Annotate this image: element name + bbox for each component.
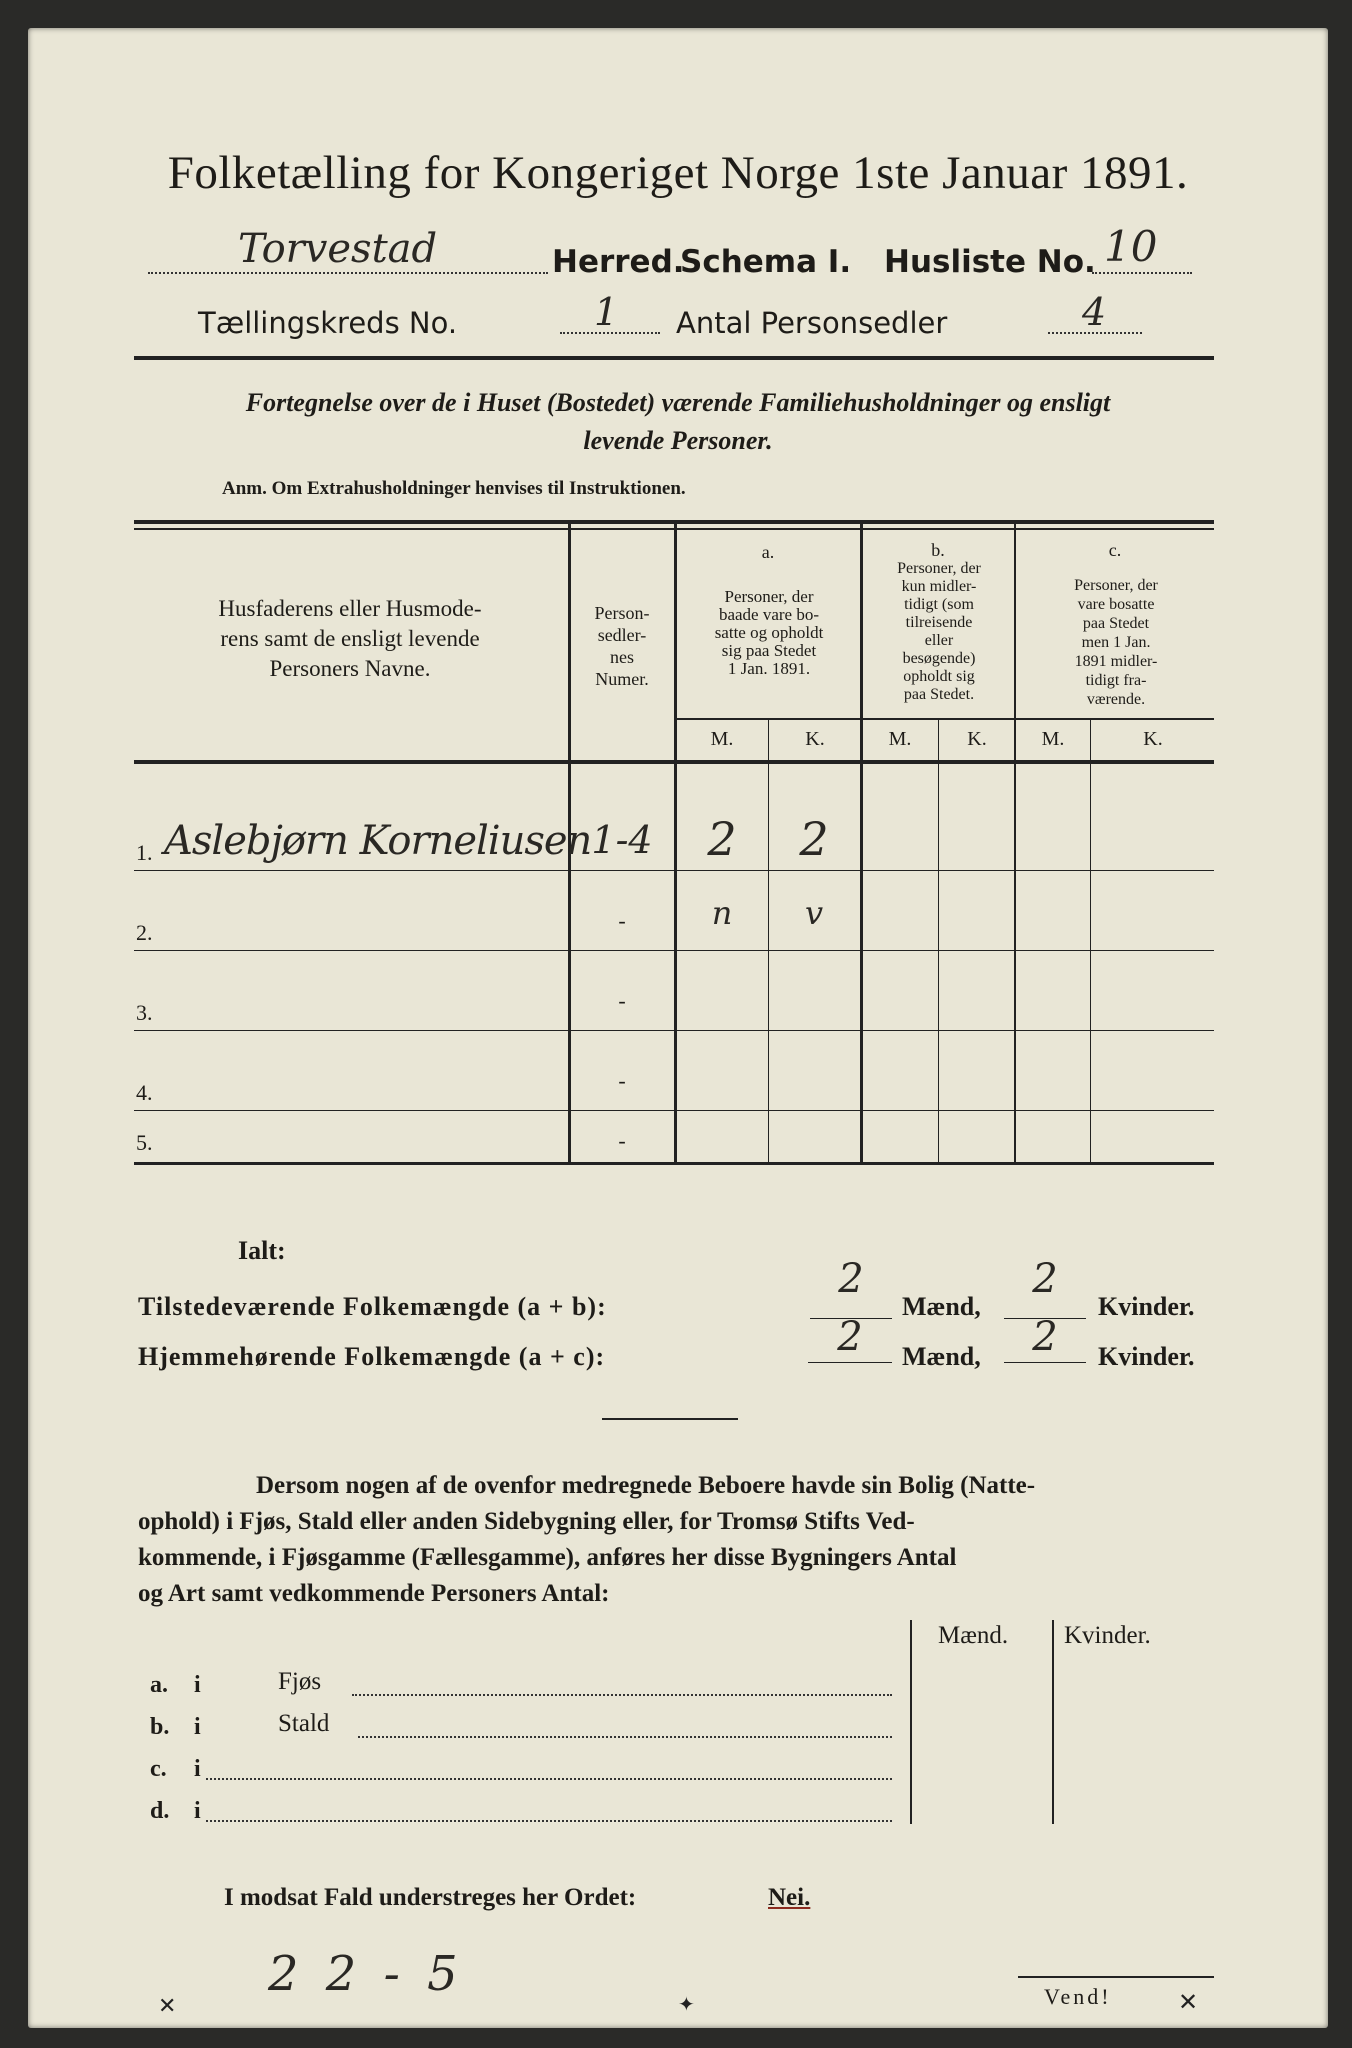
row-4-num: 4. <box>136 1080 153 1105</box>
col-sep-b <box>1014 524 1016 1164</box>
modsat-text: I modsat Fald understreges her Ordet: <box>224 1884 637 1911</box>
corner-mark-left-icon: ✕ <box>158 1994 177 2019</box>
tilstede-label: Tilstedeværende Folkemængde (a + b): <box>138 1292 607 1321</box>
building-row-b-i: i <box>194 1714 201 1740</box>
col-sep-c-mk <box>1090 720 1091 1162</box>
col-c-header: Personer, der vare bosatte paa Stedet men 1 Jan. 1891 midler- tidigt fra- værende. <box>1074 577 1158 708</box>
col-b-letter: b. <box>931 540 945 560</box>
hjemme-label: Hjemmehørende Folkemængde (a + c): <box>138 1342 606 1371</box>
antal-dotted-line <box>1048 332 1142 334</box>
building-row-d-dots <box>206 1820 892 1822</box>
col-sep-b-mk <box>938 720 939 1162</box>
buildings-kvinder-header: Kvinder. <box>1064 1622 1151 1649</box>
col-c-m-label: M. <box>1041 728 1065 750</box>
col-name-header: Husfaderens eller Husmode- rens samt de ensligt levende Personers Navne. <box>218 596 482 681</box>
row-2-a-m: n <box>711 894 733 932</box>
kreds-label: Tællingskreds No. <box>198 306 458 340</box>
herred-dotted-line <box>148 272 548 274</box>
col-c-letter: c. <box>1108 540 1122 560</box>
buildings-maend-header: Mænd. <box>938 1622 1009 1649</box>
vend-rule <box>1018 1976 1214 1978</box>
hjemme-m: 2 <box>837 1314 863 1360</box>
row-rule-1 <box>134 870 1214 871</box>
tilstede-m: 2 <box>838 1256 864 1302</box>
herred-label: Herred. <box>552 244 685 280</box>
col-b-k-label: K. <box>967 728 987 750</box>
antal-value: 4 <box>1082 290 1107 334</box>
building-row-b-label: Stald <box>278 1710 330 1737</box>
row-5-num: 5. <box>136 1130 153 1155</box>
antal-label: Antal Personsedler <box>676 306 948 340</box>
hjemme-k: 2 <box>1032 1314 1058 1360</box>
row-2-sedler: - <box>618 908 626 933</box>
ialt-label: Ialt: <box>238 1236 286 1265</box>
row-1-sedler: 1-4 <box>591 818 653 862</box>
husliste-dotted-line <box>1092 272 1192 274</box>
vend-label: Vend! <box>1044 1984 1112 2009</box>
husliste-value: 10 <box>1104 222 1158 271</box>
tilstede-k: 2 <box>1032 1256 1058 1302</box>
row-4-sedler: - <box>618 1068 626 1093</box>
hjemme-maend: Mænd, <box>902 1342 981 1371</box>
anm-note: Anm. Om Extrahusholdninger henvises til Instruktionen. <box>222 478 686 499</box>
buildings-paragraph: Dersom nogen af de ovenfor medregnede Beboere havde sin Bolig (Natte- ophold) i Fjøs, Stald eller anden Sidebygning eller, for Tromsø Stifts Ved- kommende, i Fjøsgamme (Fællesgamme), anføres her disse Bygningers Antal og Art samt vedkommende Personers Antal: <box>138 1472 1036 1607</box>
col-a-m-label: M. <box>710 728 734 750</box>
husliste-label: Husliste No. <box>884 244 1096 280</box>
row-2-num: 2. <box>136 920 153 945</box>
col-sep-num <box>674 524 677 1164</box>
kreds-value: 1 <box>594 290 619 334</box>
col-sep-a-mk <box>768 720 769 1162</box>
buildings-col-sep-1 <box>910 1620 912 1824</box>
form-title: Folketælling for Kongeriget Norge 1ste Januar 1891. <box>167 147 1189 199</box>
census-form-page <box>28 28 1328 2028</box>
row-1-name: Aslebjørn Korneliusen <box>164 818 592 864</box>
building-row-d-letter: d. <box>150 1798 170 1824</box>
herred-value: Torvestad <box>238 226 438 272</box>
col-sep-a <box>860 524 863 1164</box>
col-a-header: Personer, der baade vare bo- satte og opholdt sig paa Stedet 1 Jan. 1891. <box>714 587 824 678</box>
buildings-col-sep-2 <box>1052 1620 1054 1824</box>
building-row-a-dots <box>352 1694 892 1696</box>
building-row-c-i: i <box>194 1756 201 1782</box>
intro-line-2: levende Personer. <box>583 426 773 455</box>
col-b-m-label: M. <box>888 728 912 750</box>
handwritten-note: 2 2 - 5 <box>268 1946 464 2002</box>
center-mark-icon: ✦ <box>678 1992 695 2016</box>
row-5-sedler: - <box>618 1128 626 1153</box>
row-1-a-m: 2 <box>707 812 737 866</box>
col-c-k-label: K. <box>1143 728 1163 750</box>
kreds-dotted-line <box>560 332 660 334</box>
hjemme-kvinder: Kvinder. <box>1098 1342 1195 1371</box>
col-a-letter: a. <box>761 542 775 562</box>
building-row-c-letter: c. <box>150 1756 167 1782</box>
corner-mark-right-icon: ✕ <box>1178 1988 1199 2016</box>
schema-label: Schema I. <box>680 244 852 280</box>
tilstede-maend: Mænd, <box>902 1292 981 1321</box>
col-b-header: Personer, der kun midler- tidigt (som tilreisende eller besøgende) opholdt sig paa Stedet. <box>897 560 981 703</box>
col-a-k-label: K. <box>805 728 825 750</box>
row-1-a-k: 2 <box>799 812 829 866</box>
row-2-a-k: v <box>804 894 824 932</box>
row-1-num: 1. <box>136 840 153 865</box>
tilstede-kvinder: Kvinder. <box>1098 1292 1195 1321</box>
header-rule <box>134 356 1214 360</box>
row-rule-4 <box>134 1110 1214 1111</box>
building-row-a-letter: a. <box>150 1672 168 1698</box>
building-row-c-dots <box>206 1778 892 1780</box>
hjemme-k-line <box>1004 1362 1086 1363</box>
building-row-a-i: i <box>194 1672 201 1698</box>
building-row-d-i: i <box>194 1798 201 1824</box>
building-row-b-letter: b. <box>150 1714 170 1740</box>
building-row-a-label: Fjøs <box>278 1668 322 1695</box>
intro-line-1: Fortegnelse over de i Huset (Bostedet) værende Familiehusholdninger og ensligt <box>245 388 1111 417</box>
row-3-sedler: - <box>618 988 626 1013</box>
row-rule-3 <box>134 1030 1214 1031</box>
mk-header-rule <box>674 718 1214 720</box>
hjemme-m-line <box>808 1362 892 1363</box>
section-divider <box>602 1418 738 1420</box>
row-rule-2 <box>134 950 1214 951</box>
building-row-b-dots <box>358 1736 892 1738</box>
nei-word: Nei. <box>768 1884 811 1911</box>
row-3-num: 3. <box>136 1000 153 1025</box>
col-num-header: Person- sedler- nes Numer. <box>594 603 650 689</box>
